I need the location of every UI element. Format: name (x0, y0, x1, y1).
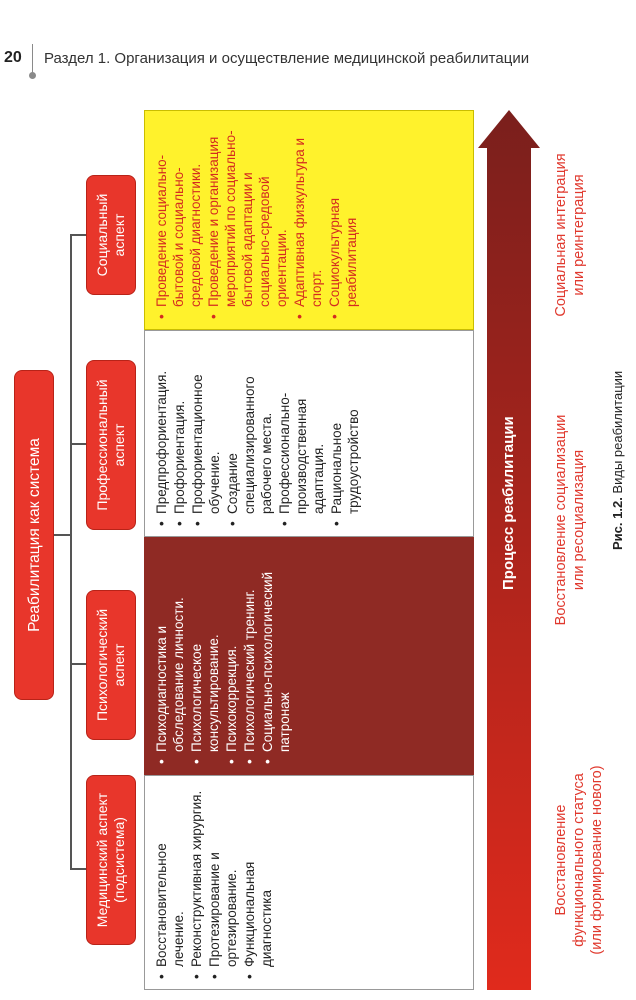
process-label: Процесс реабилитации (500, 416, 517, 590)
figure-caption (610, 371, 625, 550)
outcome-integration (552, 130, 588, 340)
professional-aspect-title-line: аспект (111, 423, 127, 467)
medical-aspect-pill (86, 775, 136, 945)
outcome-line: Восстановление социализации (553, 414, 569, 626)
rehabilitation-diagram (0, 110, 636, 990)
page-header (0, 0, 636, 92)
list-item: • Профессионально-производственная адаптация. (276, 341, 327, 526)
system-title (14, 370, 54, 700)
section-title: Раздел 1. Организация и осуществление медицинской реабилитации (44, 50, 530, 67)
connector-social (70, 235, 86, 237)
connector-horizontal (70, 235, 72, 870)
connector-psychological (70, 664, 86, 666)
psychological-aspect-list (144, 537, 474, 775)
outcome-functional (552, 740, 606, 980)
list-item: • Психокоррекция. (223, 548, 240, 764)
outcome-line: Социальная интеграция (553, 153, 569, 317)
list-item: • Предпрофориентация. (153, 341, 170, 526)
list-item: • Психологический тренинг. (241, 548, 258, 764)
header-dot (29, 72, 36, 79)
outcome-line: функционального статуса (571, 773, 587, 947)
list-item: • Профориентационное обучение. (189, 341, 223, 526)
list-item: • Психодиагностика и обследование личности. (153, 548, 187, 764)
page-number: 20 (4, 49, 22, 66)
outcome-line: или реинтеграция (571, 174, 587, 296)
connector-professional (70, 444, 86, 446)
professional-aspect-title-line: Профессиональный (94, 379, 110, 511)
outcome-socialization (552, 380, 588, 660)
list-item: • Протезирование и ортезирование. (206, 786, 240, 979)
list-item: • Восстановительное лечение. (153, 786, 187, 979)
medical-aspect-list (144, 775, 474, 990)
list-item: • Реконструктивная хирургия. (188, 786, 205, 979)
list-item: • Проведение социально-бытовой и социально-средовой диагностики. (153, 121, 204, 319)
caption-text: Виды реабилитации (610, 370, 625, 494)
connector-vertical (54, 535, 70, 537)
connector-medical (70, 869, 86, 871)
list-item: • Функциональная диагностика (241, 786, 275, 979)
professional-aspect-pill (86, 360, 136, 530)
system-title-text: Реабилитация как система (25, 438, 43, 632)
outcome-line: Восстановление (553, 804, 569, 916)
medical-aspect-title-line: (подсистема) (111, 817, 127, 903)
medical-aspect-title-line: Медицинский аспект (94, 792, 110, 928)
psychological-aspect-title-line: аспект (111, 643, 127, 687)
list-item: • Социокультурная реабилитация (326, 121, 360, 319)
list-item: • Психологическое консультирование. (188, 548, 222, 764)
header-divider (32, 44, 33, 74)
list-item: • Профориентация. (171, 341, 188, 526)
social-aspect-list (144, 110, 474, 330)
social-aspect-title-line: Социальный (94, 193, 110, 277)
list-item: • Социально-психологический патронаж (259, 548, 293, 764)
caption-label: Рис. 1.2. (610, 497, 625, 550)
list-item: • Создание специализированного рабочего места. (224, 341, 275, 526)
professional-aspect-list (144, 330, 474, 537)
psychological-aspect-pill (86, 590, 136, 740)
social-aspect-title-line: аспект (111, 213, 127, 257)
outcome-line: (или формирование нового) (589, 765, 605, 955)
social-aspect-pill (86, 175, 136, 295)
list-item: • Проведение и организация мероприятий по социально-бытовой адаптации и социально-средовой ориентации. (205, 121, 290, 319)
outcome-line: или ресоциализация (571, 449, 587, 591)
list-item: • Рациональное трудоустройство (328, 341, 362, 526)
psychological-aspect-title-line: Психологический (94, 608, 110, 722)
list-item: • Адаптивная физкультура и спорт. (291, 121, 325, 319)
